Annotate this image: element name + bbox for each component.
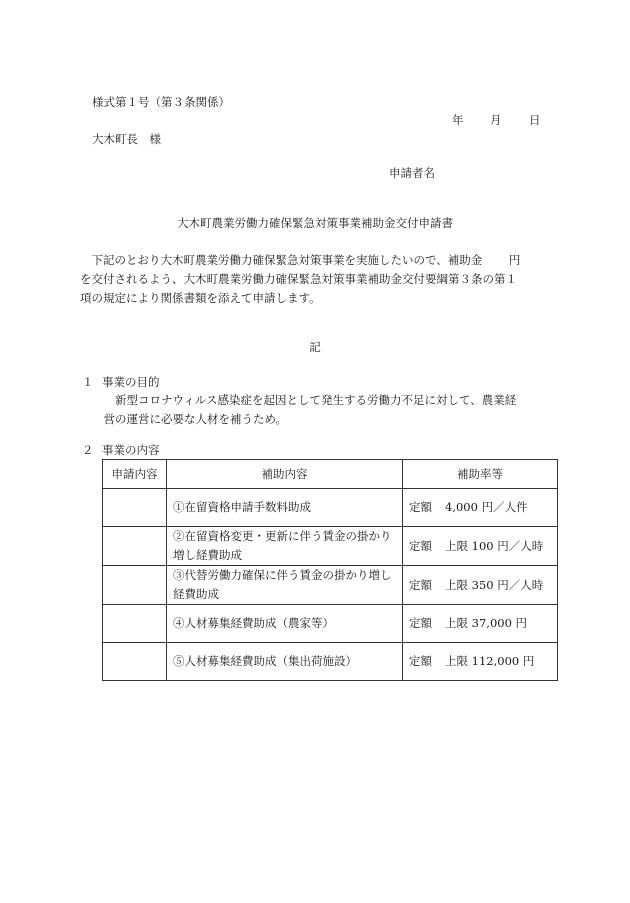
addressee: 大木町長 様 xyxy=(92,132,161,146)
section1-number: １ xyxy=(82,375,94,389)
rate-value: 4,000 円／人件 xyxy=(445,500,528,514)
application-body xyxy=(80,251,560,308)
section1-line: 新型コロナウィルス感染症を起因として発生する労働力不足に対して、農業経 xyxy=(92,393,517,407)
section1-body xyxy=(92,391,516,429)
rate-cell xyxy=(403,605,558,643)
document-title: 大木町農業労働力確保緊急対策事業補助金交付申請書 xyxy=(177,216,453,230)
table-row xyxy=(103,489,558,527)
applied-cell[interactable] xyxy=(103,566,167,605)
date-day-label: 日 xyxy=(529,113,541,127)
table-row xyxy=(103,527,558,566)
section2-number: ２ xyxy=(82,443,94,457)
body-line: 下記のとおり大木町農業労働力確保緊急対策事業を実施したいので、補助金 円 xyxy=(80,253,521,267)
body-line: を交付されるよう、大木町農業労働力確保緊急対策事業補助金交付要綱第３条の第１ xyxy=(80,272,517,286)
section1-title: 事業の目的 xyxy=(102,375,160,389)
applied-cell[interactable] xyxy=(103,489,167,527)
rate-type: 定額 xyxy=(409,538,432,553)
form-id-label: 様式第１号（第３条関係） xyxy=(92,95,230,109)
section2-title: 事業の内容 xyxy=(102,443,160,457)
header-applied: 申請内容 xyxy=(103,460,167,489)
table-row xyxy=(103,643,558,681)
table-row xyxy=(103,566,558,605)
content-cell: ④人材募集経費助成（農家等） xyxy=(167,605,403,643)
applicant-name-label: 申請者名 xyxy=(389,166,435,180)
rate-value: 上限 112,000 円 xyxy=(445,654,535,668)
rate-type: 定額 xyxy=(409,577,432,592)
content-cell: ①在留資格申請手数料助成 xyxy=(167,489,403,527)
body-line: 項の規定により関係書類を添えて申請します。 xyxy=(80,291,321,305)
rate-value: 上限 350 円／人時 xyxy=(445,577,544,592)
rate-cell xyxy=(403,566,558,605)
date-year-label: 年 xyxy=(452,113,464,127)
rate-cell xyxy=(403,527,558,566)
date-month-label: 月 xyxy=(490,113,502,127)
content-cell: ②在留資格変更・更新に伴う賃金の掛かり増し経費助成 xyxy=(167,527,403,566)
section1-line: 営の運営に必要な人材を補うため。 xyxy=(92,412,288,426)
applied-cell[interactable] xyxy=(103,527,167,566)
section2-heading xyxy=(82,443,160,458)
content-cell: ③代替労働力確保に伴う賃金の掛かり増し経費助成 xyxy=(167,566,403,605)
rate-cell xyxy=(403,643,558,681)
applied-cell[interactable] xyxy=(103,605,167,643)
table-row xyxy=(103,605,558,643)
rate-type: 定額 xyxy=(409,500,432,514)
content-cell: ⑤人材募集経費助成（集出荷施設） xyxy=(167,643,403,681)
rate-value: 上限 100 円／人時 xyxy=(445,538,544,553)
rate-value: 上限 37,000 円 xyxy=(445,616,528,630)
rate-type: 定額 xyxy=(409,654,432,668)
table-header-row xyxy=(103,460,558,489)
rate-cell xyxy=(403,489,558,527)
ki-heading: 記 xyxy=(309,340,321,354)
header-rate: 補助率等 xyxy=(403,460,558,489)
rate-type: 定額 xyxy=(409,616,432,630)
section1-heading xyxy=(82,375,160,390)
applied-cell[interactable] xyxy=(103,643,167,681)
header-content: 補助内容 xyxy=(167,460,403,489)
subsidy-table xyxy=(102,459,558,681)
